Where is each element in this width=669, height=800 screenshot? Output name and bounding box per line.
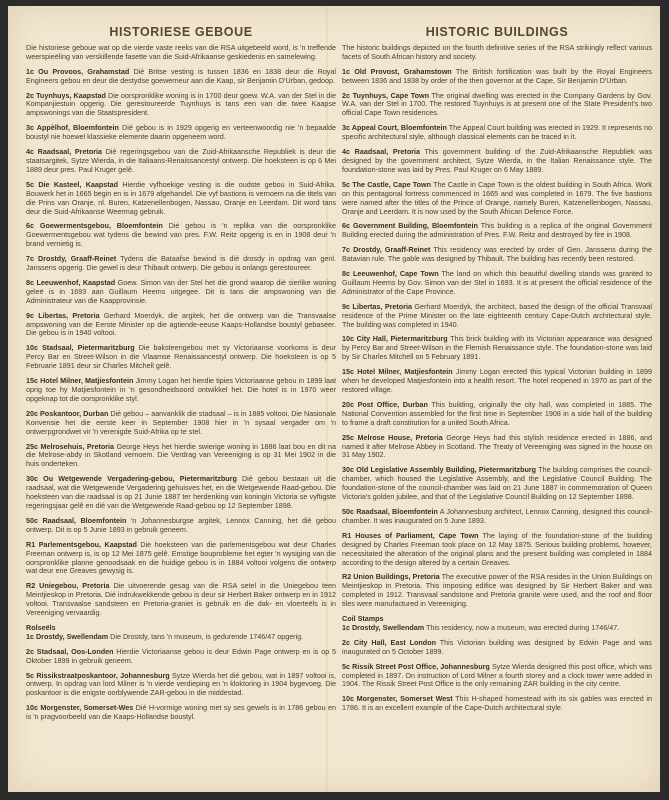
entry-text: This residency was erected by order of Gen. Janssens during the Batavian rule. The gable was designed by Thibault. The building has recently been restored.	[342, 245, 652, 264]
building-entry	[26, 377, 336, 404]
entry-title: 30c Ou Wetgewende Vergadering-gebou, Pietermaritzburg	[26, 474, 237, 484]
building-entry	[26, 124, 336, 142]
entry-text: This Victorian building was designed by Edwin Page and was inaugurated on 5 October 1899.	[342, 637, 652, 656]
building-entry	[342, 695, 652, 713]
entry-text: A Johannesburg architect, Lennox Canning, designed this council-chamber. It was inaugurated on 5 June 1893.	[342, 506, 652, 525]
entry-text: Dié gebou is 'n replika van die oorspronklike Goewermentsgebou wat tydens die bewind van pres. F.W. Reitz opgerig is en in 1908 deur 'n brand vernietig is.	[26, 221, 336, 249]
entry-text: Dié gebou – aanvanklik die stadsaal – is in 1885 voltooi. Die Nasionale Konvensie het die eerste keer in September 1908 hier in 'n sysaal vergader om 'n ontwerpgrondwet vir 'n verenigde Suid-Afrika op te stel.	[26, 408, 336, 436]
entry-title: 6c Goewermentsgebou, Bloemfontein	[26, 221, 163, 231]
building-entry	[26, 344, 336, 371]
building-entry	[26, 222, 336, 249]
building-entry	[342, 624, 652, 633]
entry-title: 1c Drostdy, Swellendam	[26, 631, 109, 641]
entry-text: Jimmy Logan het hierdie tipies Victoriaanse gebou in 1899 laat oprig toe hy Matjiesfontein in 'n gesondheidsoord ontwikkel het. Die hotel is in 1970 weer opgeknap tot die oorspronklike styl.	[26, 376, 336, 403]
building-entry	[26, 672, 336, 699]
afrikaans-intro: Die historiese geboue wat op die vierde vaste reeks van die RSA uitgebeeld word, is 'n treffende weerspieëling van verskillende fasette van die Suid-Afrikaanse geskiedenis en samelewing.	[26, 42, 336, 61]
entry-text: George Heys had this stylish residence erected in 1886, and named it after Melrose Abbey in Scotland. The Treaty of Vereeniging was signed in the house on 31 May 1902.	[342, 432, 652, 460]
entry-title: 50c Raadsaal, Bloemfontein	[26, 515, 127, 525]
entry-title: 7c Drostdy, Graaff-Reinet	[342, 245, 431, 255]
entry-text: 'n Johannesburgse argitek, Lennox Canning, het dié gebou ontwerp. Dit is op 5 Junie 1893 in gebruik geneem.	[26, 515, 336, 534]
entry-title: R1 Houses of Parliament, Cape Town	[342, 530, 479, 540]
building-entry	[342, 148, 652, 175]
entry-title: 5c Die Kasteel, Kaapstad	[26, 179, 119, 189]
building-entry	[26, 582, 336, 618]
entry-title: 4c Raadsaal, Pretoria	[26, 147, 103, 157]
entry-title: 5c The Castle, Cape Town	[342, 179, 432, 189]
building-entry	[342, 335, 652, 362]
entry-title: 8c Leeuwenhof, Kaapstad	[26, 277, 116, 287]
afrikaans-column	[26, 25, 337, 728]
entry-text: Die baksteengebou met sy Victoriaanse voorkoms is deur Percy Bar en Street-Wilson in die Vlaamse Renaissancestyl ontwerp. Die hoeksteen is op 5 Februarie 1891 deur sir Charles Mitchell gelê.	[26, 343, 337, 371]
entry-text: Sytze Wierda het dié gebou, wat in 1897 voltooi is, ontwerp. In opdrag van lord Milner is 'n vierde verdieping en 'n kloktoring in 1904 bygevoeg. Die poskantoor is die enigste oorblywende ZAR-gebou in die middestad.	[26, 670, 337, 698]
entry-text: The Castle in Cape Town is the oldest building in South Africa. Work on this pentagonal fortress commenced in 1665 and was completed in 1679. The five bastions were named after the titles of the Prince of Orange, namely Buren, Katzenellenbogen, Nassau, Oranje and Leerdam. It is now used by the South African Defence Force.	[342, 179, 652, 216]
entry-text: The building comprises the council-chamber, which housed the Legislative Assembly, and the Legislative Council Building. The foundation-stone of the council-chamber was laid on 21 June 1887 in commemoration of Queen Victoria's golden jubilee, and that of the Legislative Council Building on 12 September 1898.	[342, 465, 652, 502]
building-entry	[342, 639, 652, 657]
building-entry	[342, 181, 652, 217]
building-entry	[342, 303, 652, 330]
entry-title: 10c City Hall, Pietermaritzburg	[342, 334, 448, 344]
entry-text: George Heys het hierdie swierige woning in 1886 laat bou en dit na die Melrose-abdy in Skotland vernoem. Die Verdrag van Vereeniging is op 31 Mei 1902 in die huis onderteken.	[26, 441, 337, 469]
entry-title: 25c Melrose House, Pretoria	[342, 432, 443, 442]
entry-title: 2c Stadsaal, Oos-Londen	[26, 646, 114, 656]
entry-text: Gerhard Moerdyk, the architect, based the design of the official Transvaal residence of the Prime Minister on the late eighteenth century Cape-Dutch architectural style. The building was completed in 1940.	[342, 301, 652, 329]
entry-title: 8c Leeuwenhof, Cape Town	[342, 269, 439, 279]
english-column	[342, 25, 653, 719]
entry-title: 15c Hotel Milner, Matjiesfontein	[26, 376, 134, 386]
building-entry	[26, 92, 336, 119]
building-entry	[26, 255, 336, 273]
building-entry	[26, 279, 336, 306]
entry-text: This H-shaped homestead with its six gables was erected in 1786. It is an excellent example of the Cape-Dutch architectural style.	[342, 694, 652, 713]
building-entry	[26, 633, 336, 642]
building-entry	[26, 648, 336, 666]
building-entry	[342, 508, 652, 526]
entry-title: 5c Rissik Street Post Office, Johannesburg	[342, 661, 490, 671]
entry-text: The British fortification was built by the Royal Engineers between 1836 and 1838 by order of the then governor at the Cape, Sir Benjamin D'Urban.	[342, 66, 652, 85]
document-page	[8, 6, 660, 792]
entry-title: 50c Raadsaal, Bloemfontein	[342, 506, 438, 516]
entry-title: 25c Melrosehuis, Pretoria	[26, 441, 115, 451]
entry-text: This brick building with its Victorian appearance was designed by Percy Bar and Street-Wilson in the Flemish Renaissance style. The foundation-stone was laid by Sir Charles Mitchell on 5 February 1891.	[342, 334, 652, 362]
entry-text: Dié H-vormige woning met sy ses gewels is in 1786 gebou en is 'n pragvoorbeeld van die Kaaps-Hollandse boustyl.	[26, 703, 336, 722]
english-entries	[342, 68, 652, 713]
building-entry	[342, 222, 652, 240]
entry-text: Jimmy Logan erected this typical Victorian building in 1899 when he developed Matjiesfontein into a health resort. The hotel reopened in 1970 as part of the restored village.	[342, 367, 653, 394]
entry-title: 10c Stadsaal, Pietermaritzburg	[26, 343, 135, 353]
building-entry	[342, 434, 652, 461]
building-entry	[342, 663, 652, 690]
building-entry	[342, 270, 652, 297]
entry-text: Hierdie vyfhoekige vesting is die oudste gebou in Suid-Afrika. Bouwerk het in 1665 begin en is in 1679 afgehandel. Die vyf bastions is vernoem na die titels van die Prins van Oranje, nl. Buren, Katzenellenbogen, Nassau, Oranje en Leerdam. Dit word tans deur die Suid-Afrikaanse Weermag gebruik.	[26, 179, 336, 216]
entry-text: Goew. Simon van der Stel het die grond waarop dié sierlike woning geleë is in 1693 aan Guillaum Heems uitgegee. Dit is tans die ampswoning van die Administrateur van die Kaapprovinsie.	[26, 277, 336, 305]
entry-text: Sytze Wierda designed this post office, which was completed in 1897. On instruction of Lord Milner a fourth storey and a clock tower were added in 1904. The Rissik Street Post Office is the only remaining ZAR building in the city centre.	[342, 661, 652, 689]
building-entry	[26, 181, 336, 217]
building-entry	[26, 68, 336, 86]
building-entry	[26, 541, 336, 577]
entry-title: 6c Government Building, Bloemfontein	[342, 221, 478, 231]
entry-text: Die Drostdy, tans 'n museum, is gedurende 1746/47 opgerig.	[110, 631, 304, 641]
entry-title: 20c Post Office, Durban	[342, 399, 428, 409]
entry-text: This building, originally the city hall, was completed in 1885. The National Convention assembled for the first time in September 1908 in a side hall of the building to frame a draft constitution for a united South Africa.	[342, 399, 652, 427]
building-entry	[342, 68, 652, 86]
english-heading: HISTORIC BUILDINGS	[425, 25, 569, 39]
entry-title: 9c Libertas, Pretoria	[26, 310, 100, 320]
entry-text: This building is a replica of the original Government Building erected during the administration of Pres. F.W. Reitz and destroyed by fire in 1908.	[342, 221, 653, 240]
building-entry	[342, 401, 652, 428]
entry-title: 1c Ou Provoos, Grahamstad	[26, 66, 130, 76]
entry-title: 1c Drostdy, Swellendam	[342, 622, 425, 632]
entry-text: The original dwelling was erected in the Company Gardens by Gov. W.A. van der Stel in 1700. The restored Tuynhuys is at present one of the State President's two official Cape Town residences.	[342, 90, 653, 118]
entry-text: Gerhard Moerdyk, die argitek, het die ontwerp van die Transvaalse ampswoning van die Eerste Minister op die agtiende-eeuse Kaaps-Hollandse boustyl gebaseer. Die gebou is in 1940 voltooi.	[26, 310, 336, 338]
entry-title: 20c Poskantoor, Durban	[26, 408, 109, 418]
entry-title: 15c Hotel Milner, Matjiesfontein	[342, 367, 453, 377]
entry-text: Die oorspronklike woning is in 1700 deur goew. W.A. van der Stel in die Kompanjiestuin opgerig. Die gerestoureerde Tuynhuys is tans een van die twee Kaapse ampswonings van die Staatspresident.	[26, 90, 337, 118]
entry-title: 30c Old Legislative Assembly Building, Pietermaritzburg	[342, 465, 537, 475]
entry-text: Hierdie Victoriaanse gebou is deur Edwin Page ontwerp en is op 5 Oktober 1899 in gebruik geneem.	[26, 646, 336, 665]
english-intro: The historic buildings depicted on the fourth definitive series of the RSA strikingly reflect various facets of South African history and society.	[342, 42, 652, 61]
entry-text: Dié regeringsgebou van die Zuid-Afrikaansche Republiek is deur die staatsargitek, Sytze Wierda, in die Italiaans-Renaissancestyl ontwerp. Die hoeksteen is op 6 Mei 1889 deur pres. Paul Kruger gelê.	[26, 147, 336, 174]
building-entry	[342, 573, 652, 609]
entry-title: 5c Rissikstraatposkantoor, Johannesburg	[26, 670, 170, 680]
entry-text: Dié gebou bestaan uit die raadsaal, wat die Wetgewende Vergadering gehuisves het, en die Wetgewende Raad-gebou. Die hoeksteen van die raadsaal is op 21 Junie 1887 ter herdenking van koningin Victoria se vyftigste regeringsjaar gelê en dié van die Wetgewende Raad-gebou op 12 September 1898.	[26, 474, 336, 510]
entry-text: This residency, now a museum, was erected during 1746/47.	[426, 622, 620, 632]
entry-title: 3c Appeal Court, Bloemfontein	[342, 123, 447, 133]
entry-text: Die uitvoerende gesag van die RSA setel in die Uniegebou teen Meintjieskop in Pretoria. Dié indrukwekkende gebou is deur sir Herbert Baker ontwerp en in 1912 voltooi. Transvaalse sandsteen en Pretoria-graniet is gebruik en die dak- en vloerteëls is in Vereeniging vervaardig.	[26, 581, 336, 618]
building-entry	[26, 704, 336, 722]
entry-title: R2 Union Buildings, Pretoria	[342, 572, 440, 582]
entry-title: 2c City Hall, East London	[342, 637, 436, 647]
entry-title: 2c Tuynhuys, Kaapstad	[26, 90, 106, 100]
afrikaans-heading: HISTORIESE GEBOUE	[109, 25, 253, 39]
entry-title: 4c Raadsaal, Pretoria	[342, 147, 421, 157]
afrikaans-entries	[26, 68, 336, 722]
entry-text: The laying of the foundation-stone of the building designed by Charles Freeman took place on 12 May 1875. Serious building problems, however, necessitated the alteration of the original plans and the present building was completed in 1884 according to the design altered by a certain Greaves.	[342, 530, 652, 567]
entry-text: This government building of the Zuid-Afrikaansche Republiek was designed by the government architect, Sytze Wierda, in the Italian Renaissance style. The foundation-stone was laid by Pres. Paul Kruger on 6 May 1889.	[342, 147, 652, 174]
entry-title: 7c Drostdy, Graaff-Reinet	[26, 254, 117, 264]
entry-title: 2c Tuynhuys, Cape Town	[342, 90, 430, 100]
building-entry	[26, 148, 336, 175]
entry-text: The land on which this beautiful dwelling stands was granted to Guillaum Heems by Gov. Simon van der Stel in 1693. It is at present the official residence of the Administrator of the Cape Province.	[342, 269, 652, 296]
building-entry	[342, 368, 652, 395]
entry-text: The executive power of the RSA resides in the Union Buildings on Meintjieskop in Pretoria. This imposing edifice was designed by Sir Herbert Baker and was completed in 1912. Transvaal sandstone and Pretoria granite were used, and the roof and floor tiles were manufactured in Vereeniging.	[342, 572, 652, 609]
entry-title: 10c Morgenster, Somerset West	[342, 694, 453, 704]
entry-title: 3c Appèlhof, Bloemfontein	[26, 123, 119, 133]
entry-text: Dié gebou is in 1929 opgerig en verteenwoordig nie 'n bepaalde boustyl nie hoewel klassieke elemente daarin opgeneem word.	[26, 123, 337, 142]
building-entry	[342, 246, 652, 264]
building-entry	[26, 312, 336, 339]
entry-title: R2 Uniegebou, Pretoria	[26, 581, 110, 591]
entry-title: 1c Old Provost, Grahamstown	[342, 66, 452, 76]
section-title: Rolseëls	[26, 622, 56, 632]
section-title: Coil Stamps	[342, 614, 384, 624]
entry-title: R1 Parlementsgebou, Kaapstad	[26, 539, 137, 549]
building-entry	[26, 475, 336, 511]
entry-text: The Appeal Court building was erected in 1929. It represents no specific architectural style, although classical elements can be traced in it.	[342, 123, 652, 142]
building-entry	[26, 443, 336, 470]
entry-text: Tydens die Bataafse bewind is dié drosdy in opdrag van genl. Janssens opgerig. Die gewel is deur Thibault ontwerp. Die gebou is onlangs gerestoureer.	[26, 254, 336, 273]
entry-title: 9c Libertas, Pretoria	[342, 301, 412, 311]
building-entry	[342, 532, 652, 568]
entry-text: Dié Britse vesting is tussen 1836 en 1838 deur die Royal Engineers gebou en deur die destydse goewerneur aan die Kaap, sir Benjamin D'Urban, gedoop.	[26, 66, 336, 85]
entry-text: Die hoeksteen van die parlementsgebou wat deur Charles Freeman ontwerp is, is op 12 Mei 1875 gelê. Ernstige bouprobleme het egter 'n wysiging van die oorspronklike planne genoodsaak en die huidige gebou is in 1884 voltooi volgens die ontwerp wat deur ene Greaves gewysig is.	[26, 539, 336, 576]
building-entry	[26, 410, 336, 437]
building-entry	[342, 466, 652, 502]
building-entry	[26, 517, 336, 535]
entry-title: 10c Morgenster, Somerset-Wes	[26, 703, 134, 713]
building-entry	[342, 124, 652, 142]
building-entry	[342, 92, 652, 119]
